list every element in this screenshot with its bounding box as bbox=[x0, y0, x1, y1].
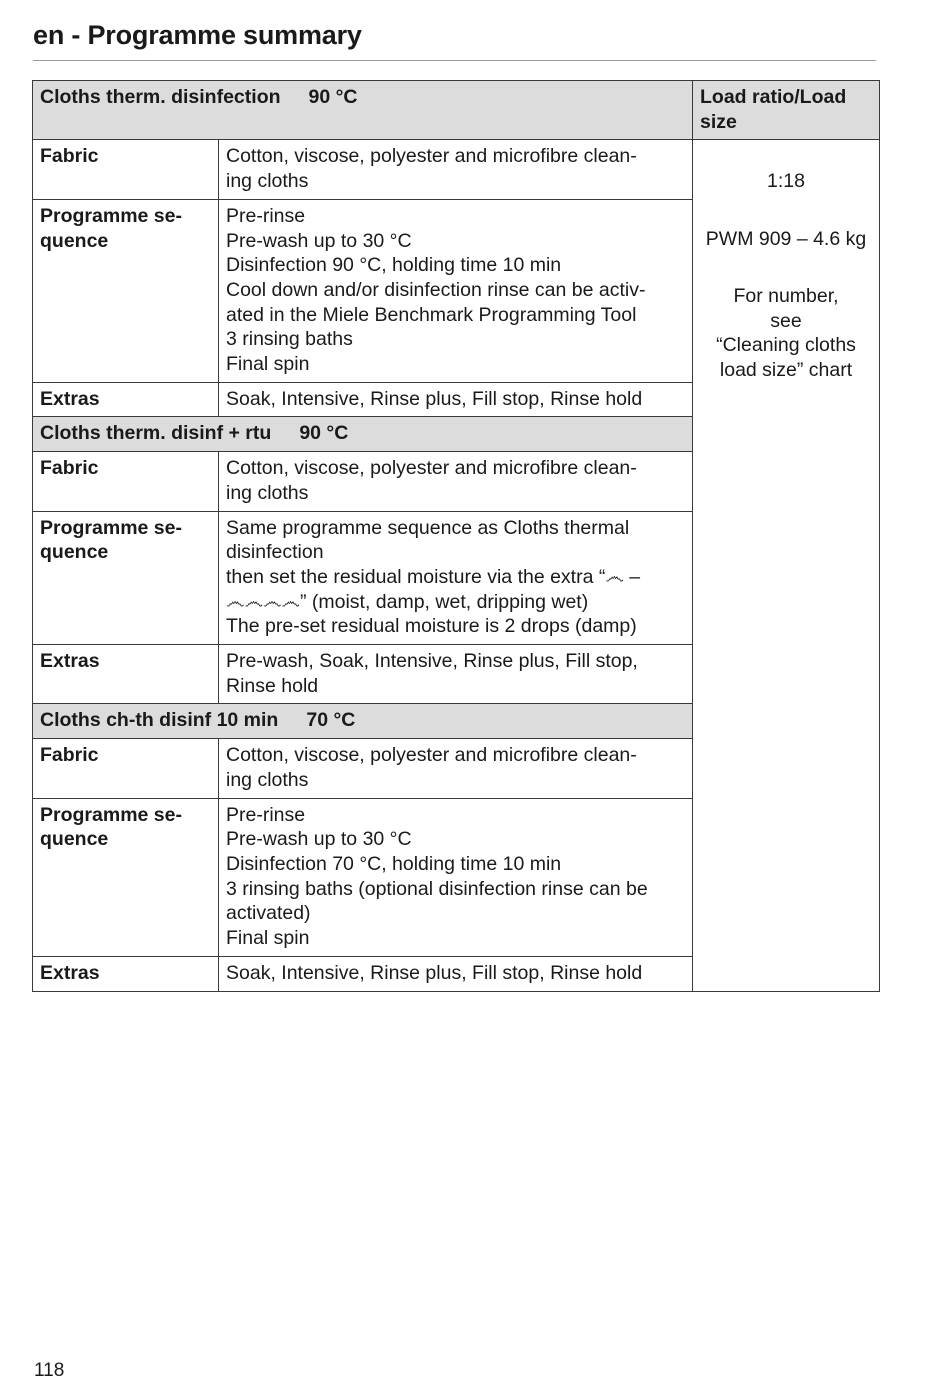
programme-temperature: 90 °C bbox=[308, 86, 358, 108]
extras-value: Pre-wash, Soak, Intensive, Rinse plus, Fill stop, Rinse hold bbox=[219, 645, 693, 704]
sequence-label: Programme se- quence bbox=[33, 798, 219, 956]
fabric-value: Cotton, viscose, polyester and microfibre clean- ing cloths bbox=[219, 452, 693, 511]
programme-header bbox=[33, 704, 693, 739]
sequence-value: Same programme sequence as Cloths thermal disinfection then set the residual moisture via the extra “෴ – ෴෴෴෴” (moist, damp, wet, dripping wet) The pre-set residual moisture is 2 drops (damp) bbox=[219, 511, 693, 645]
programme-temperature: 70 °C bbox=[306, 709, 356, 732]
fabric-row bbox=[33, 140, 880, 199]
title-divider bbox=[33, 60, 876, 61]
programme-temperature: 90 °C bbox=[299, 422, 349, 445]
extras-value: Soak, Intensive, Rinse plus, Fill stop, Rinse hold bbox=[219, 382, 693, 417]
extras-label: Extras bbox=[33, 956, 219, 991]
sequence-value: Pre-rinse Pre-wash up to 30 °C Disinfection 70 °C, holding time 10 min 3 rinsing baths (optional disinfection rinse can be activated) Final spin bbox=[219, 798, 693, 956]
load-ratio-value: 1:18 bbox=[767, 170, 805, 193]
programme-summary-table bbox=[32, 80, 880, 992]
programme-header bbox=[33, 81, 693, 140]
fabric-label: Fabric bbox=[33, 739, 219, 798]
page-number: 118 bbox=[34, 1360, 65, 1381]
load-machine-value: PWM 909 – 4.6 kg bbox=[705, 227, 867, 250]
load-size-cell bbox=[693, 140, 880, 991]
extras-value: Soak, Intensive, Rinse plus, Fill stop, Rinse hold bbox=[219, 956, 693, 991]
programme-name: Cloths therm. disinf + rtu bbox=[40, 422, 272, 445]
load-ratio-header: Load ratio/Load size bbox=[693, 81, 880, 140]
fabric-label: Fabric bbox=[33, 452, 219, 511]
programme-header-row bbox=[33, 81, 880, 140]
load-size-note: For number, see “Cleaning cloths load size” chart bbox=[716, 284, 856, 382]
fabric-value: Cotton, viscose, polyester and microfibre clean- ing cloths bbox=[219, 739, 693, 798]
fabric-value: Cotton, viscose, polyester and microfibre clean- ing cloths bbox=[219, 140, 693, 199]
programme-name: Cloths therm. disinfection bbox=[40, 86, 281, 108]
sequence-label: Programme se- quence bbox=[33, 511, 219, 645]
extras-label: Extras bbox=[33, 382, 219, 417]
programme-header bbox=[33, 417, 693, 452]
page-title: en - Programme summary bbox=[33, 20, 362, 50]
programme-name: Cloths ch-th disinf 10 min bbox=[40, 709, 279, 732]
fabric-label: Fabric bbox=[33, 140, 219, 199]
sequence-label: Programme se- quence bbox=[33, 199, 219, 382]
extras-label: Extras bbox=[33, 645, 219, 704]
sequence-value: Pre-rinse Pre-wash up to 30 °C Disinfection 90 °C, holding time 10 min Cool down and/or disinfection rinse can be activ- ated in the Miele Benchmark Programming Tool 3 rinsing baths Final spin bbox=[219, 199, 693, 382]
